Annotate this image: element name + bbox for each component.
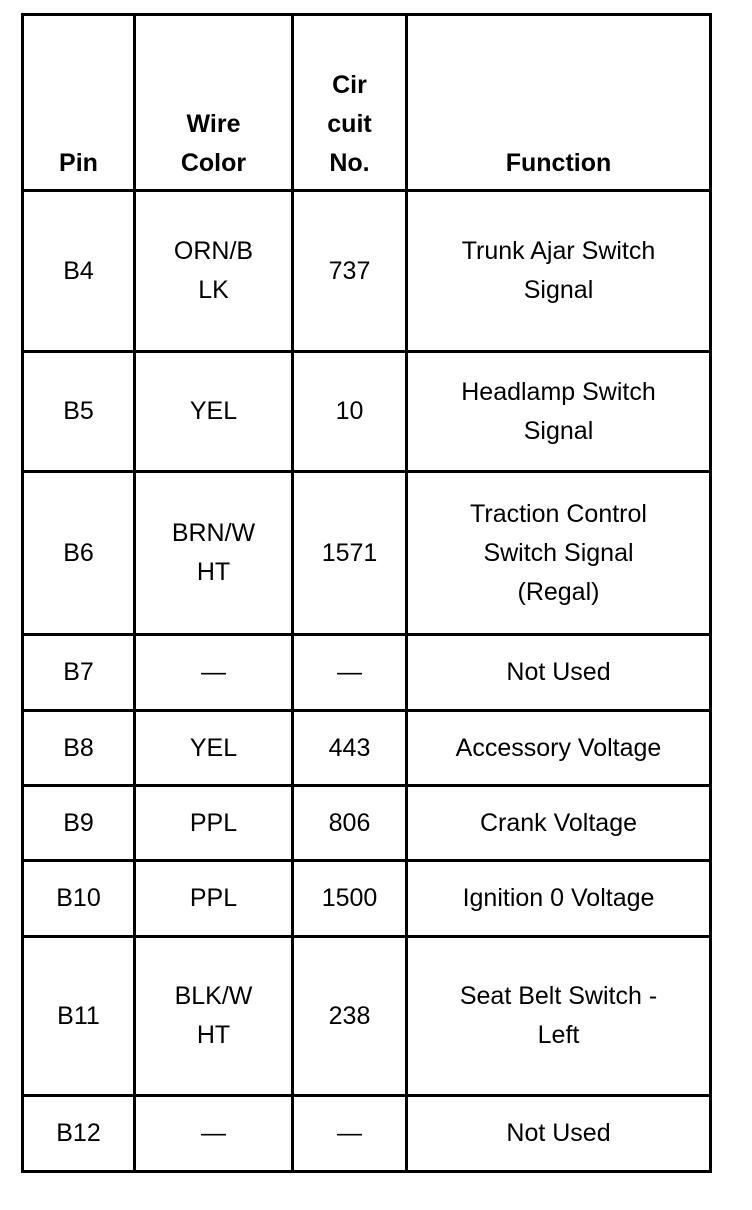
- pin-cell: B11: [23, 937, 135, 1096]
- table-row: [23, 786, 711, 861]
- wire-color-cell: ORN/B LK: [135, 191, 293, 352]
- wire-color-cell: —: [135, 1096, 293, 1172]
- wire-color-cell: PPL: [135, 861, 293, 937]
- function-cell: Accessory Voltage: [407, 711, 711, 786]
- wire-color-cell: BLK/W HT: [135, 937, 293, 1096]
- wire-color-cell: BRN/W HT: [135, 472, 293, 635]
- circuit-cell: 737: [293, 191, 407, 352]
- table-row: [23, 635, 711, 711]
- function-cell: Crank Voltage: [407, 786, 711, 861]
- header-function: Function: [407, 15, 711, 191]
- circuit-cell: 806: [293, 786, 407, 861]
- function-cell: Traction Control Switch Signal (Regal): [407, 472, 711, 635]
- circuit-cell: 10: [293, 352, 407, 472]
- circuit-cell: —: [293, 635, 407, 711]
- pin-cell: B6: [23, 472, 135, 635]
- function-cell: Not Used: [407, 1096, 711, 1172]
- function-cell: Not Used: [407, 635, 711, 711]
- circuit-cell: 443: [293, 711, 407, 786]
- circuit-cell: 1571: [293, 472, 407, 635]
- table-row: [23, 191, 711, 352]
- wire-color-cell: YEL: [135, 352, 293, 472]
- function-cell: Ignition 0 Voltage: [407, 861, 711, 937]
- wire-color-cell: PPL: [135, 786, 293, 861]
- table-row: [23, 1096, 711, 1172]
- pin-cell: B10: [23, 861, 135, 937]
- table-row: [23, 472, 711, 635]
- circuit-cell: —: [293, 1096, 407, 1172]
- pin-cell: B7: [23, 635, 135, 711]
- function-cell: Seat Belt Switch - Left: [407, 937, 711, 1096]
- table-row: [23, 861, 711, 937]
- header-wire-color: Wire Color: [135, 15, 293, 191]
- table-row: [23, 937, 711, 1096]
- header-row: [23, 15, 711, 191]
- header-circuit-no: Cir cuit No.: [293, 15, 407, 191]
- pin-cell: B4: [23, 191, 135, 352]
- circuit-cell: 1500: [293, 861, 407, 937]
- pin-cell: B12: [23, 1096, 135, 1172]
- pin-cell: B9: [23, 786, 135, 861]
- wire-color-cell: —: [135, 635, 293, 711]
- function-cell: Headlamp Switch Signal: [407, 352, 711, 472]
- wire-color-cell: YEL: [135, 711, 293, 786]
- table-row: [23, 352, 711, 472]
- pin-cell: B8: [23, 711, 135, 786]
- table-row: [23, 711, 711, 786]
- circuit-cell: 238: [293, 937, 407, 1096]
- pin-cell: B5: [23, 352, 135, 472]
- connector-pinout-table: [21, 13, 712, 1173]
- header-pin: Pin: [23, 15, 135, 191]
- function-cell: Trunk Ajar Switch Signal: [407, 191, 711, 352]
